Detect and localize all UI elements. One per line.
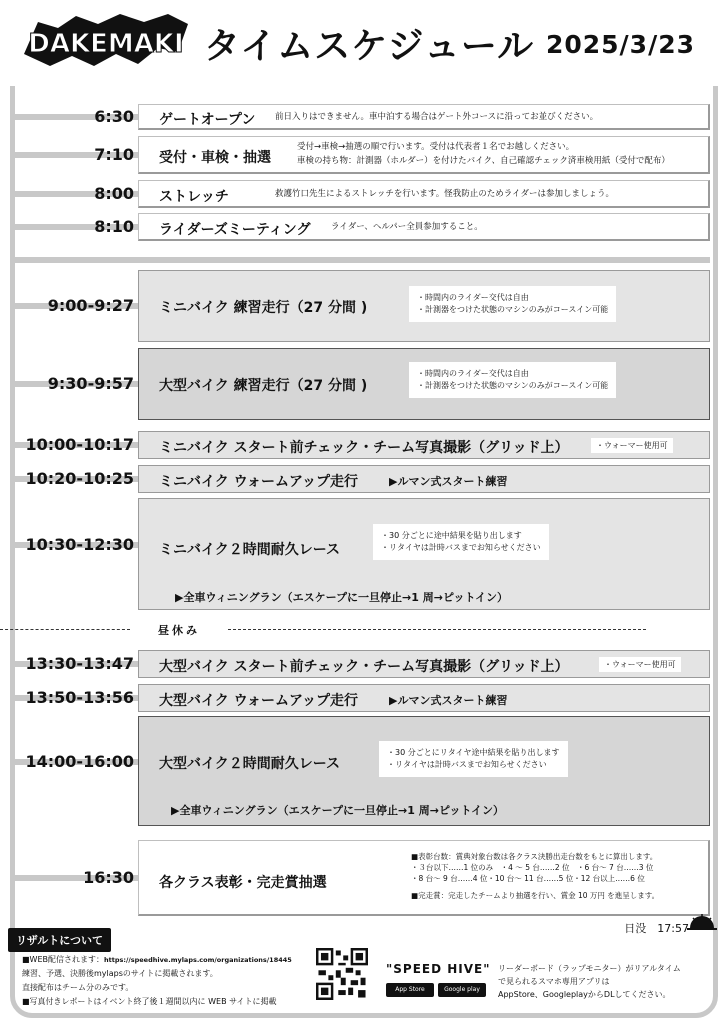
row-sub-label: ▶ルマン式スタート練習 [389,475,508,488]
sunset-icon [687,914,717,932]
row-time: 14:00-16:00 [25,752,134,771]
app-store-badge[interactable]: App Store [386,983,434,997]
row-label: 大型バイク ウォームアップ走行 [159,693,359,709]
dashed-line [0,629,130,630]
row-note: 前日入りはできません。車中泊する場合はゲート外コースに沿ってお並びください。 [275,112,599,122]
note-line: ・時間内のライダー交代は自由 [417,369,529,378]
logo-text: DAKEMAKI [28,29,184,59]
row-time: 10:30-12:30 [25,535,134,554]
schedule-row-stretch [10,180,710,208]
result-url[interactable]: https://speedhive.mylaps.com/organizations/18445 [104,956,292,964]
row-box [138,716,710,826]
row-time: 6:30 [94,107,134,126]
schedule-row-mini-race [10,498,710,610]
row-box [138,840,710,916]
schedule-row-mini-check [10,431,710,459]
row-box [138,270,710,342]
warmer-tag: ・ウォーマー使用可 [599,657,681,672]
separator-band [10,257,710,263]
row-label: 大型バイク２時間耐久レース [159,756,341,772]
google-play-badge[interactable]: Google play [438,983,486,997]
row-label: ミニバイク スタート前チェック・チーム写真撮影（グリッド上） [159,440,569,456]
app-info-line: リーダーボード（ラップモニター）がリアルタイム [498,964,681,973]
note-line: ■表彰台数：賞典対象台数は各クラス決勝出走台数をもとに算出します。 [411,852,658,861]
warmer-tag: ・ウォーマー使用可 [591,438,673,453]
row-note: 車検の持ち物：計測器（ホルダー）を付けたバイク、自己確認チェック済車検用紙（受付で配布） [297,156,670,166]
note-line: ・30 分ごとにリタイヤ途中結果を貼り出します [387,748,560,757]
schedule-row-gate-open [10,104,710,130]
row-label: ミニバイク ウォームアップ走行 [159,474,359,490]
row-label: 受付・車検・抽選 [159,150,271,166]
note-line: ・計測器をつけた状態のマシンのみがコースイン可能 [417,381,609,390]
row-box [138,213,710,241]
row-time: 10:20-10:25 [25,469,134,488]
row-label: ミニバイク 練習走行（27 分間 ) [159,300,368,316]
row-label: ミニバイク２時間耐久レース [159,542,341,558]
note-line: ・リタイヤは計時バスまでお知らせください [387,760,547,769]
note-line: ・３台以下……1 位のみ ・4 ～ 5 台……2 位 ・6 台～ 7 台……3 位 [411,863,654,872]
row-time: 13:50-13:56 [25,688,134,707]
row-label: 大型バイク 練習走行（27 分間 ) [159,378,368,394]
speedhive-label: "SPEED HIVE" [386,962,491,976]
schedule-row-large-practice [10,348,710,420]
row-time: 8:10 [94,217,134,236]
row-label: 各クラス表彰・完走賞抽選 [159,875,327,891]
row-notes [409,286,616,322]
result-info [22,953,292,1009]
row-box [138,136,710,174]
row-notes [379,741,568,777]
row-label: ストレッチ [159,189,229,205]
app-info-line: で見られるスマホ専用アプリは [498,977,610,986]
lunch-divider [0,622,725,638]
row-sub-label: ▶全車ウィニングラン（エスケープに一旦停止→1 周→ピットイン） [175,591,508,604]
row-note: 救護竹口先生によるストレッチを行います。怪我防止のためライダーは参加しましょう。 [275,189,614,199]
row-box [138,498,710,610]
result-heading: リザルトについて [8,928,111,952]
row-label: ゲートオープン [159,112,256,128]
row-box [138,684,710,712]
qr-code[interactable] [316,948,368,1000]
row-time: 7:10 [94,145,134,164]
row-notes [373,524,549,560]
row-time: 8:00 [94,184,134,203]
schedule-row-award [10,840,710,916]
row-sub-label: ▶ルマン式スタート練習 [389,694,508,707]
schedule-row-mini-warmup [10,465,710,493]
row-label: ライダーズミーティング [159,222,311,238]
row-box [138,180,710,208]
result-line: 練習、予選、決勝後mylapsのサイトに掲載されます。 [22,969,218,978]
row-time: 16:30 [83,868,134,887]
note-line: ・8 台～ 9 台……4 位・10 台～ 11 台……5 位・12 台以上……6 位 [411,874,645,883]
result-line [22,953,292,967]
row-box [138,465,710,493]
event-date: 2025/3/23 [545,30,695,59]
row-label: 大型バイク スタート前チェック・チーム写真撮影（グリッド上） [159,659,569,675]
note-line: ■完走賞：完走したチームより抽選を行い、賞金 10 万円 を進呈します。 [411,891,660,900]
row-box [138,431,710,459]
row-time: 10:00-10:17 [25,435,134,454]
result-web-label: ■WEB配信されます： [22,955,105,964]
result-line: ■写真付きレポートはイベント終了後１週間以内に WEB サイトに掲載 [22,997,277,1006]
row-box [138,650,710,678]
dashed-line [228,629,646,630]
row-box [138,104,710,130]
row-time: 13:30-13:47 [25,654,134,673]
lunch-label: 昼休み [158,624,200,637]
row-box [138,348,710,420]
note-line: ・計測器をつけた状態のマシンのみがコースイン可能 [417,305,609,314]
row-notes [409,362,616,398]
app-info-line: AppStore、GoogleplayからDLしてください。 [498,990,671,999]
award-notes [411,851,659,901]
time-bar [10,257,710,263]
note-line: ・リタイヤは計時バスまでお知らせください [381,543,541,552]
schedule-row-reception [10,136,710,174]
page-title: タイムスケジュール [204,26,535,67]
result-line: 直接配布はチーム分のみです。 [22,983,134,992]
note-line: ・時間内のライダー交代は自由 [417,293,529,302]
sunset-time: 日没 17:57 [624,922,689,935]
schedule-row-large-warmup [10,684,710,712]
schedule-row-large-check [10,650,710,678]
schedule-row-large-race [10,716,710,826]
schedule-row-mini-practice [10,270,710,342]
note-line: ・30 分ごとに途中結果を貼り出します [381,531,522,540]
event-logo [18,8,194,74]
row-note: 受付→車検→抽選の順で行います。受付は代表者１名でお越しください。 [297,142,575,152]
row-time: 9:00-9:27 [47,296,134,315]
row-sub-label: ▶全車ウィニングラン（エスケープに一旦停止→1 周→ピットイン） [171,804,504,817]
row-time: 9:30-9:57 [47,374,134,393]
schedule-row-meeting [10,213,710,241]
row-note: ライダー、ヘルパー全員参加すること。 [331,222,483,232]
app-info [498,962,681,1001]
